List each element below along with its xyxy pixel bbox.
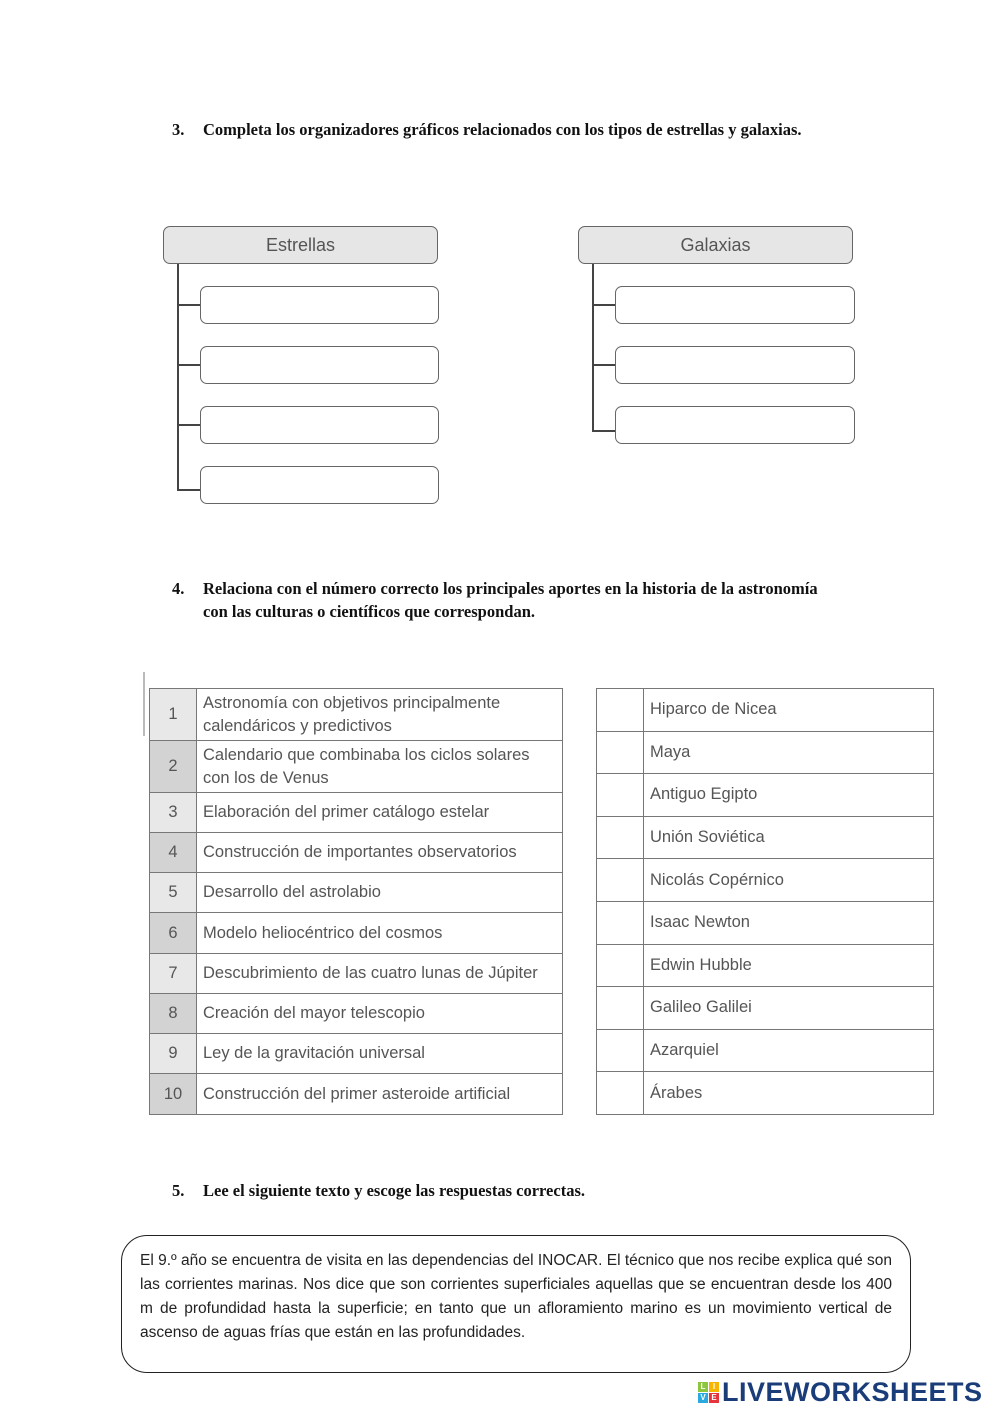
culture-name: Edwin Hubble bbox=[644, 944, 934, 987]
contribution-text: Ley de la gravitación universal bbox=[197, 1034, 563, 1074]
contribution-text: Creación del mayor telescopio bbox=[197, 994, 563, 1034]
row-number: 9 bbox=[150, 1034, 197, 1074]
table-row bbox=[150, 954, 563, 994]
table-row bbox=[597, 731, 934, 774]
galaxias-answer-box-3[interactable] bbox=[615, 406, 855, 444]
number-answer-cell[interactable] bbox=[597, 859, 644, 902]
row-number: 2 bbox=[150, 741, 197, 793]
connector-line bbox=[177, 364, 201, 366]
number-answer-cell[interactable] bbox=[597, 689, 644, 732]
logo-letter: L bbox=[698, 1382, 708, 1392]
culture-name: Azarquiel bbox=[644, 1029, 934, 1072]
reading-passage: El 9.º año se encuentra de visita en las dependencias del INOCAR. El técnico que nos recibe explica qué son las corrientes marinas. Nos dice que son corrientes superficiales aquellas que se encuentran desde los 400 m de profundidad hasta la superficie; en tanto que un afloramiento marino es un movimiento vertical de ascenso de aguas frías que están en las profundidades. bbox=[121, 1235, 911, 1373]
culture-name: Isaac Newton bbox=[644, 901, 934, 944]
connector-line bbox=[177, 489, 201, 491]
logo-letter: I bbox=[709, 1382, 719, 1392]
culture-name: Antiguo Egipto bbox=[644, 774, 934, 817]
liveworksheets-logo bbox=[698, 1377, 983, 1408]
question-number: 3. bbox=[172, 120, 185, 139]
connector-line bbox=[177, 424, 201, 426]
table-row bbox=[150, 689, 563, 741]
logo-icon bbox=[698, 1382, 719, 1403]
connector-line bbox=[592, 304, 616, 306]
table-row bbox=[597, 944, 934, 987]
question-text: Completa los organizadores gráficos relacionados con los tipos de estrellas y galaxias. bbox=[203, 120, 802, 139]
row-number: 4 bbox=[150, 833, 197, 873]
culture-name: Galileo Galilei bbox=[644, 987, 934, 1030]
table-row bbox=[150, 793, 563, 833]
culture-name: Nicolás Copérnico bbox=[644, 859, 934, 902]
row-number: 8 bbox=[150, 994, 197, 1034]
galaxias-header: Galaxias bbox=[578, 226, 853, 264]
connector-line bbox=[592, 264, 594, 431]
row-number: 6 bbox=[150, 913, 197, 954]
number-answer-cell[interactable] bbox=[597, 901, 644, 944]
number-answer-cell[interactable] bbox=[597, 731, 644, 774]
table-row bbox=[150, 913, 563, 954]
table-row bbox=[597, 987, 934, 1030]
connector-line bbox=[177, 304, 201, 306]
table-row bbox=[150, 1034, 563, 1074]
cultures-table bbox=[596, 688, 934, 1115]
number-answer-cell[interactable] bbox=[597, 987, 644, 1030]
contribution-text: Construcción de importantes observatorios bbox=[197, 833, 563, 873]
contribution-text: Modelo heliocéntrico del cosmos bbox=[197, 913, 563, 954]
logo-text: LIVEWORKSHEETS bbox=[722, 1377, 983, 1407]
question-text: Relaciona con el número correcto los principales aportes en la historia de la astronomía con las culturas o científicos que correspondan. bbox=[203, 579, 818, 621]
number-answer-cell[interactable] bbox=[597, 1072, 644, 1115]
estrellas-answer-box-1[interactable] bbox=[200, 286, 439, 324]
contribution-text: Elaboración del primer catálogo estelar bbox=[197, 793, 563, 833]
question-number: 4. bbox=[172, 579, 185, 598]
table-row bbox=[150, 1074, 563, 1115]
row-number: 7 bbox=[150, 954, 197, 994]
estrellas-answer-box-4[interactable] bbox=[200, 466, 439, 504]
table-row bbox=[597, 1072, 934, 1115]
row-number: 3 bbox=[150, 793, 197, 833]
table-row bbox=[150, 741, 563, 793]
row-number: 10 bbox=[150, 1074, 197, 1115]
logo-letter: E bbox=[709, 1393, 719, 1403]
question-4 bbox=[172, 577, 832, 623]
table-row bbox=[150, 994, 563, 1034]
galaxias-answer-box-2[interactable] bbox=[615, 346, 855, 384]
culture-name: Hiparco de Nicea bbox=[644, 689, 934, 732]
connector-line bbox=[592, 364, 616, 366]
table-row bbox=[597, 901, 934, 944]
logo-letter: V bbox=[698, 1393, 708, 1403]
question-number: 5. bbox=[172, 1181, 185, 1200]
contributions-table bbox=[149, 688, 563, 1115]
row-number: 5 bbox=[150, 873, 197, 913]
culture-name: Árabes bbox=[644, 1072, 934, 1115]
table-row bbox=[597, 859, 934, 902]
culture-name: Maya bbox=[644, 731, 934, 774]
contribution-text: Descubrimiento de las cuatro lunas de Júpiter bbox=[197, 954, 563, 994]
connector-line bbox=[592, 430, 616, 432]
number-answer-cell[interactable] bbox=[597, 1029, 644, 1072]
number-answer-cell[interactable] bbox=[597, 816, 644, 859]
table-row bbox=[150, 833, 563, 873]
number-answer-cell[interactable] bbox=[597, 774, 644, 817]
galaxias-answer-box-1[interactable] bbox=[615, 286, 855, 324]
estrellas-answer-box-2[interactable] bbox=[200, 346, 439, 384]
estrellas-header: Estrellas bbox=[163, 226, 438, 264]
contribution-text: Astronomía con objetivos principalmente calendáricos y predictivos bbox=[197, 689, 563, 741]
question-5 bbox=[172, 1179, 832, 1202]
table-row bbox=[597, 689, 934, 732]
table-row bbox=[597, 774, 934, 817]
table-row bbox=[597, 816, 934, 859]
culture-name: Unión Soviética bbox=[644, 816, 934, 859]
contribution-text: Desarrollo del astrolabio bbox=[197, 873, 563, 913]
question-text: Lee el siguiente texto y escoge las respuestas correctas. bbox=[203, 1181, 585, 1200]
table-row bbox=[150, 873, 563, 913]
contribution-text: Construcción del primer asteroide artificial bbox=[197, 1074, 563, 1115]
question-3 bbox=[172, 118, 832, 141]
connector-line bbox=[177, 264, 179, 490]
table-row bbox=[597, 1029, 934, 1072]
margin-mark bbox=[143, 672, 145, 736]
estrellas-answer-box-3[interactable] bbox=[200, 406, 439, 444]
number-answer-cell[interactable] bbox=[597, 944, 644, 987]
row-number: 1 bbox=[150, 689, 197, 741]
contribution-text: Calendario que combinaba los ciclos solares con los de Venus bbox=[197, 741, 563, 793]
